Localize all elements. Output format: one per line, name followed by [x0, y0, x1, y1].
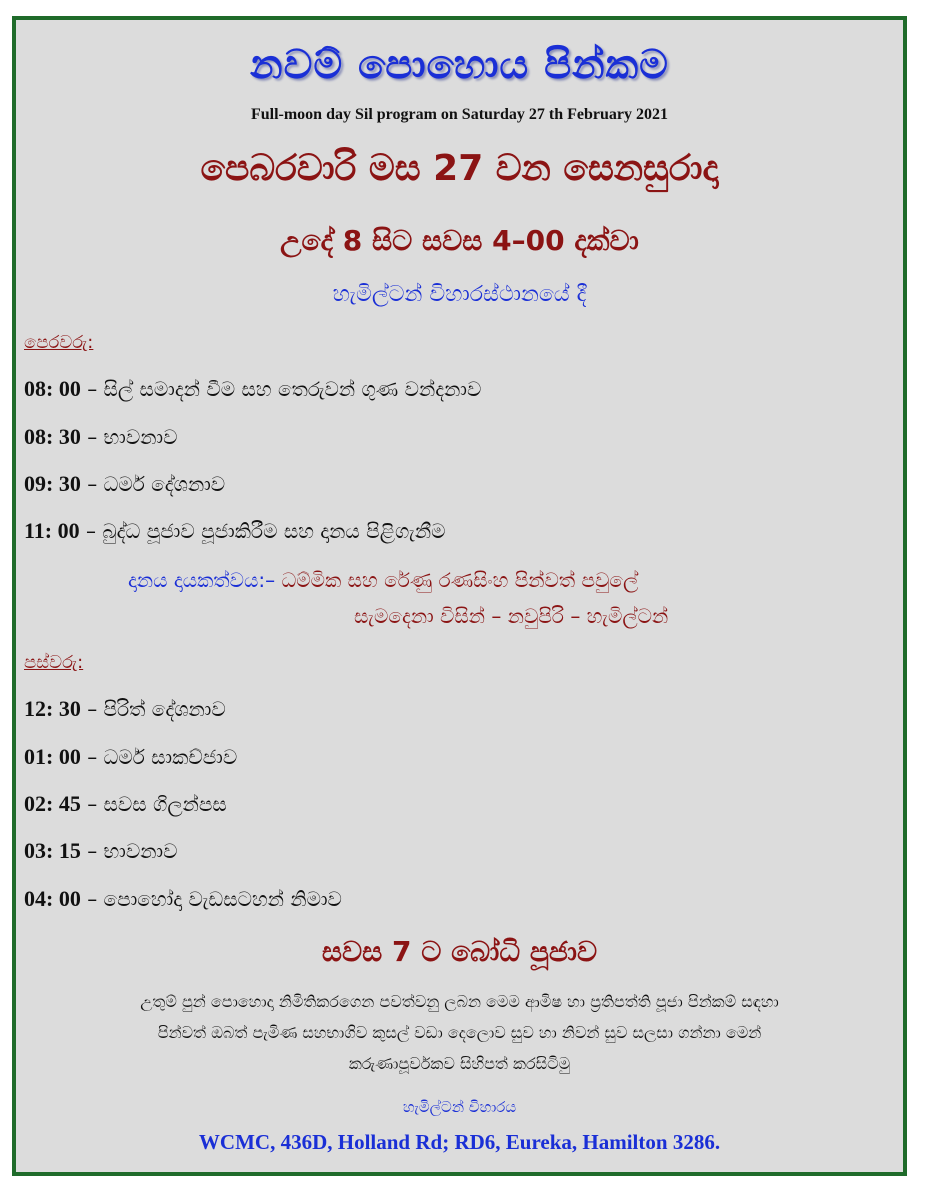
schedule-row: [24, 471, 225, 497]
schedule-desc: – බුද්ධ පූජාව පූජාකිරීම සහ දානය පිළිගැනීම: [85, 519, 446, 543]
dana-line-1: [128, 568, 638, 592]
poster-frame: [12, 16, 907, 1176]
schedule-desc: – පිරිත් දේශනාව: [87, 697, 226, 721]
schedule-desc: – සිල් සමාදන් වීම සහ තෙරුවන් ගුණ වන්දනාව: [87, 377, 482, 401]
schedule-row: [24, 376, 481, 402]
bodhi-puja-line: සවස 7 ට බෝධි පූජාව: [321, 935, 598, 968]
schedule-row: [24, 791, 227, 817]
schedule-row: [24, 838, 177, 864]
schedule-time: 08: 00: [24, 376, 81, 401]
venue-line: හැමිල්ටන් විහාරස්ථානයේ දී: [332, 282, 587, 307]
schedule-time: 02: 45: [24, 791, 81, 816]
schedule-time: 01: 00: [24, 744, 81, 769]
schedule-row: [24, 518, 445, 544]
schedule-desc: – භාවනාව: [87, 425, 178, 449]
schedule-time: 04: 00: [24, 886, 81, 911]
address-line: WCMC, 436D, Holland Rd; RD6, Eureka, Hamilton 3286.: [198, 1130, 721, 1154]
dana-donors-cont: සැමදෙනා විසින් – නවුපිරි – හැමිල්ටන්: [354, 604, 669, 628]
schedule-time: 12: 30: [24, 696, 81, 721]
schedule-time: 09: 30: [24, 471, 81, 496]
schedule-time: 11: 00: [24, 518, 80, 543]
date-line: පෙබරවාරි මස 27 වන සෙනසුරාදා: [200, 148, 719, 189]
dana-donors: ධම්මික සහ රේණු රණසිංහ පින්වත් පවුලේ: [281, 568, 639, 592]
schedule-row: [24, 424, 177, 450]
schedule-row: [24, 886, 342, 912]
schedule-time: 08: 30: [24, 424, 81, 449]
vihara-name: හැමිල්ටන් විහාරය: [402, 1098, 517, 1116]
schedule-desc: – භාවනාව: [87, 839, 178, 863]
dana-label: දානය දායකත්වය:–: [128, 568, 276, 592]
schedule-row: [24, 744, 237, 770]
time-line: උදේ 8 සිට සවස 4–00 දක්වා: [280, 224, 639, 257]
invitation-line-1: උතුම් පුන් පොහොදා නිමිතිකරගෙන පවත්වනු ලබන මෙම ආමිෂ හා ප්‍රතිපත්ති පූජා පින්කම් සඳහා: [140, 992, 779, 1011]
afternoon-heading: පස්වරු:: [24, 652, 84, 673]
dana-line-2: [354, 604, 668, 628]
schedule-desc: – ධර්ම දේශනාව: [87, 472, 226, 496]
schedule-row: [24, 696, 226, 722]
schedule-desc: – ධර්ම සාකච්ජාව: [87, 745, 238, 769]
morning-heading: පෙරවරු:: [24, 332, 94, 353]
schedule-desc: – සවස ගිලන්පස: [87, 792, 227, 816]
english-subtitle: Full-moon day Sil program on Saturday 27 th February 2021: [250, 106, 669, 123]
invitation-line-2: පින්වත් ඔබත් පැමිණ සහභාගිව කුසල් වඩා දෙලොව සුව හා නිවන් සුව සලසා ගන්නා මෙන්: [157, 1023, 762, 1042]
schedule-desc: – පොහෝදා වැඩසටහන් නිමාව: [87, 887, 342, 911]
invitation-line-3: කරුණාපූර්වකව සිහිපත් කරසිටිමු: [348, 1054, 571, 1073]
schedule-time: 03: 15: [24, 838, 81, 863]
poster-title: නවම් පොහොය පින්කම: [250, 42, 669, 88]
